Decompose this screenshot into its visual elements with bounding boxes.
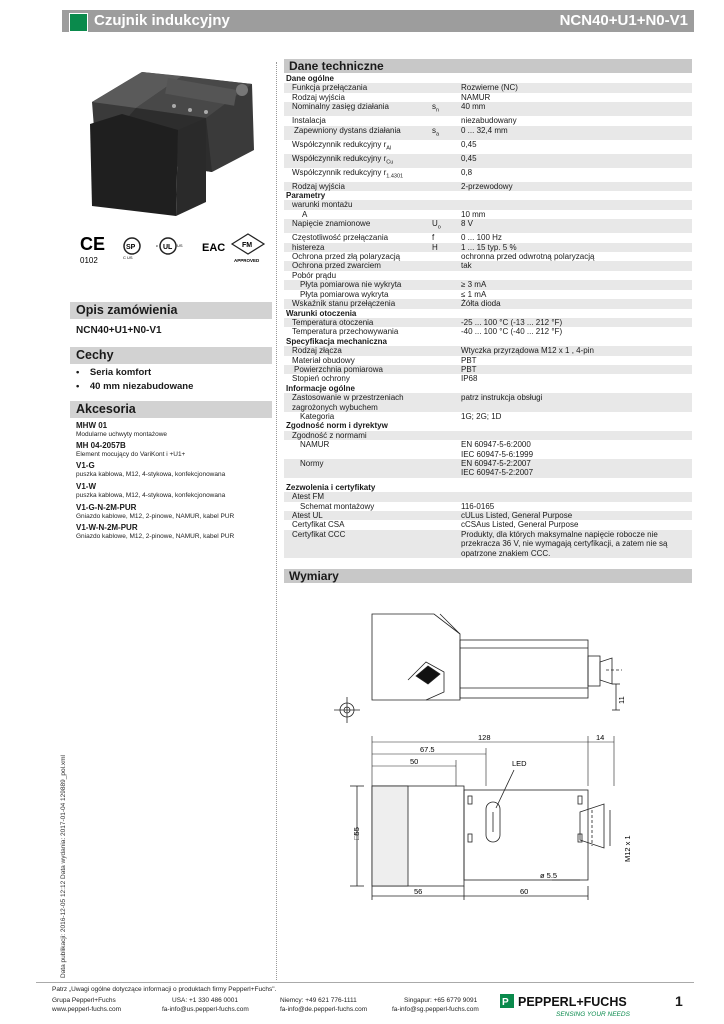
- footer-usa-email-link[interactable]: fa-info@us.pepperl-fuchs.com: [162, 1006, 249, 1013]
- spec-category: Zgodność norm i dyrektyw: [286, 421, 388, 431]
- header-accent-square: [69, 13, 88, 32]
- svg-text:C US: C US: [123, 255, 133, 260]
- eac-icon: [202, 242, 225, 254]
- footer-divider: [36, 982, 694, 983]
- svg-text:SENSING YOUR NEEDS: SENSING YOUR NEEDS: [556, 1011, 630, 1018]
- tech-data-table: Dane ogólne Funkcja przełączania Rozwierne (NC) Rodzaj wyjścia NAMUR Nominalny zasięg działania $s_n$ 40 mm Instalacja niezabudowany Zapewniony dystans działania $s_a$ 0 ... 32,4 mm Współczynnik redukcyjny $r_{Al}$ 0,45 Współczynnik redukcyjny $r_{Cu}$ 0,45 Współczynnik redukcyjny $r_{1.4301}$ 0,8 Rodzaj wyjścia 2-przewodowy Parametry warunki montażu A 10 mm Napięcie znamionowe $U_o$ 8 V Częstotliwość przełączania f 0 ... 100 Hz histereza H 1 ... 15 typ. 5 % Ochrona przed złą polaryzacją ochronna przed odwrotną polaryzacją Ochrona przed zwarciem tak Pobór prądu Płyta pomiarowa nie wykryta ≥ 3 mA Płyta pomiarowa wykryta ≤ 1 mA Wskaźnik stanu przełączenia Żółta dioda Warunki otoczenia Temperatura otoczenia -25 ... 100 °C (-13 ... 212 °F) Temperatura przechowywania -40 ... 100 °C (-40 ... 212 °F) Specyfikacja mechaniczna Rodzaj złącza Wtyczka przyrządowa M12 x 1 , 4-pin Materiał obudowy PBT Powierzchnia pomiarowa PBT Stopień ochrony IP68 Informacje ogólne Zastosowanie w przestrzeniach zagrożonych wybuchem patrz instrukcja obsługi Kategoria 1G; 2G; 1D Zgodność norm i dyrektyw Zgodność z normami NAMUR EN 60947-5-6:2000 IEC 60947-5-6:1999 Normy EN 60947-5-2:2007 IEC 60947-5-2:2007 Zezwolenia i certyfikaty Atest FM Schemat montażowy 116-0165 Atest UL cULus Listed, General Purpose Certyfikat CSA cCSAus Listed, General Purpose Certyfikat CCC Produkty, dla których maksymalne napięcie robocze nie przekracza 36 V, nie wymagają certyfikacji, a zatem nie są opatrzone znakiem CCC.: [284, 74, 692, 558]
- svg-text:0102: 0102: [80, 256, 98, 265]
- spec-category: Dane ogólne: [286, 74, 335, 83]
- svg-text:LED: LED: [512, 759, 527, 768]
- fm-approved-icon: [232, 234, 264, 263]
- dimension-drawing: [330, 600, 700, 900]
- footer-group: Grupa Pepperl+Fuchs: [52, 997, 116, 1004]
- svg-text:67.5: 67.5: [420, 745, 435, 754]
- page-title: Czujnik indukcyjny: [94, 12, 230, 29]
- product-model: NCN40+U1+N0-V1: [559, 12, 688, 29]
- accessory-desc: Modularne uchwyty montażowe: [76, 431, 168, 438]
- accessory-code[interactable]: MHW 01: [76, 421, 108, 430]
- accessory-code[interactable]: V1-G-N-2M-PUR: [76, 503, 137, 512]
- accessory-desc: puszka kablowa, M12, 4-stykowa, konfekcjonowana: [76, 471, 226, 478]
- svg-text:50: 50: [410, 757, 419, 766]
- footer-de-phone: Niemcy: +49 621 776-1111: [280, 997, 357, 1004]
- accessories-section-title: Akcesoria: [70, 401, 272, 418]
- svg-text:M12 x 1: M12 x 1: [623, 835, 632, 862]
- accessory-code[interactable]: V1-W: [76, 482, 96, 491]
- svg-text:ø 5.5: ø 5.5: [540, 871, 558, 880]
- ce-mark-icon: [80, 234, 105, 265]
- svg-text:128: 128: [478, 733, 491, 742]
- spec-category: Warunki otoczenia: [286, 308, 357, 318]
- svg-text:APPROVED: APPROVED: [234, 258, 260, 263]
- svg-text:14: 14: [596, 733, 605, 742]
- feature-item: • Seria komfort: [76, 367, 152, 378]
- certification-marks: [78, 232, 273, 272]
- svg-text:EAC: EAC: [202, 242, 226, 254]
- order-section-title: Opis zamówienia: [70, 302, 272, 319]
- svg-text:CE: CE: [80, 234, 106, 254]
- feature-item: • 40 mm niezabudowane: [76, 381, 194, 392]
- svg-text:11: 11: [617, 696, 626, 704]
- accessory-desc: Gniazdo kablowe, M12, 2-pinowe, NAMUR, kabel PUR: [76, 533, 235, 540]
- svg-text:US: US: [177, 243, 183, 248]
- product-photo: [82, 64, 264, 224]
- spec-category: Specyfikacja mechaniczna: [286, 336, 387, 346]
- accessory-desc: Gniazdo kablowe, M12, 2-pinowe, NAMUR, kabel PUR: [76, 513, 235, 520]
- svg-text:FM: FM: [242, 242, 253, 249]
- footer-note: Patrz „Uwagi ogólne dotyczące informacji o produktach firmy Pepperl+Fuchs".: [52, 986, 277, 993]
- page-number: 1: [675, 993, 683, 1009]
- accessory-code[interactable]: MH 04-2057B: [76, 441, 126, 450]
- svg-text:□55: □55: [352, 827, 361, 840]
- svg-text:c: c: [156, 243, 158, 248]
- svg-text:SP: SP: [126, 244, 136, 251]
- accessory-code[interactable]: V1-G: [76, 461, 95, 470]
- footer-sg-phone: Singapur: +65 6779 9091: [404, 997, 478, 1004]
- dimensions-section-title: Wymiary: [284, 569, 692, 583]
- spec-category: Informacje ogólne: [286, 383, 355, 393]
- features-section-title: Cechy: [70, 347, 272, 364]
- ul-icon: [156, 238, 183, 254]
- page-header: [0, 0, 724, 44]
- footer-usa-phone: USA: +1 330 486 0001: [172, 997, 238, 1004]
- spec-category: Zezwolenia i certyfikaty: [286, 482, 376, 492]
- accessory-code[interactable]: V1-W-N-2M-PUR: [76, 523, 138, 532]
- svg-text:56: 56: [414, 887, 423, 896]
- publication-info: Data publikacji: 2016-12-05 12:12 Data wydania: 2017-01-04 129889_pol.xml: [60, 755, 67, 978]
- pepperl-fuchs-logo: [500, 992, 640, 1018]
- accessory-desc: Element mocujący do VariKont i +U1+: [76, 451, 186, 458]
- svg-text:UL: UL: [163, 244, 173, 251]
- csa-icon: [123, 238, 140, 260]
- svg-text:60: 60: [520, 887, 529, 896]
- spec-category: Parametry: [286, 191, 326, 201]
- tech-data-section-title: Dane techniczne: [284, 59, 692, 73]
- column-divider: [276, 62, 277, 980]
- order-code: NCN40+U1+N0-V1: [76, 325, 162, 336]
- accessory-desc: puszka kablowa, M12, 4-stykowa, konfekcjonowana: [76, 492, 226, 499]
- svg-text:PEPPERL+FUCHS: PEPPERL+FUCHS: [518, 995, 627, 1009]
- svg-text:P: P: [502, 997, 509, 1008]
- footer-de-email-link[interactable]: fa-info@de.pepperl-fuchs.com: [280, 1006, 368, 1013]
- footer-sg-email-link[interactable]: fa-info@sg.pepperl-fuchs.com: [392, 1006, 479, 1013]
- footer-website-link[interactable]: www.pepperl-fuchs.com: [52, 1006, 121, 1013]
